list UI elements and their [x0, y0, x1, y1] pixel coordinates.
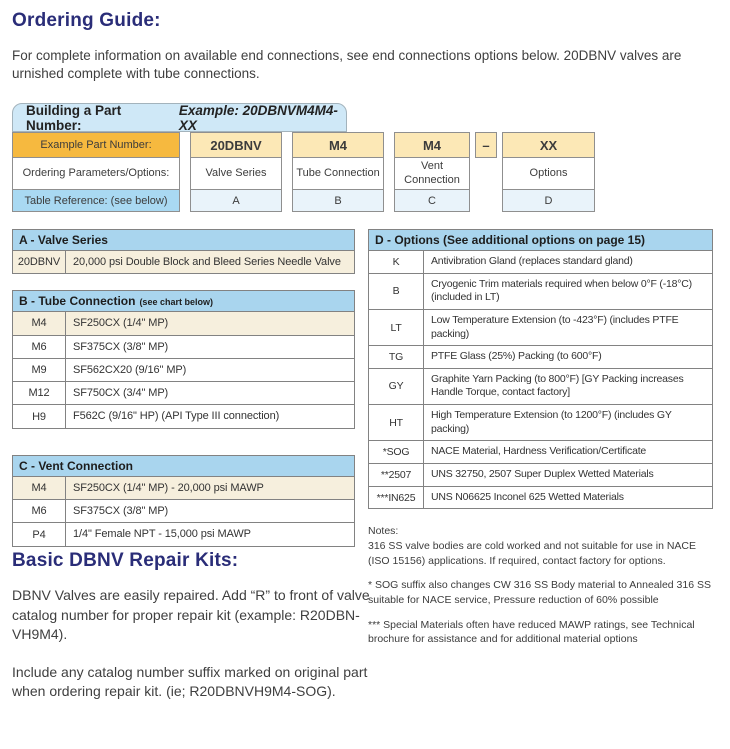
- desc-cell: Cryogenic Trim materials required when below 0°F (-18°C) (included in LT): [424, 273, 713, 309]
- code-cell: M9: [13, 358, 66, 381]
- params-row-label: Ordering Parameters/Options:: [12, 157, 180, 190]
- code-cell: M4: [13, 312, 66, 335]
- table-b-tube-connection: [12, 290, 355, 428]
- desc-cell: UNS 32750, 2507 Super Duplex Wetted Materials: [424, 464, 713, 487]
- desc-cell: PTFE Glass (25%) Packing (to 600°F): [424, 346, 713, 369]
- part-number-panel-title: [12, 103, 347, 132]
- table-row: [369, 486, 713, 509]
- desc-cell: Antivibration Gland (replaces standard gland): [424, 251, 713, 274]
- desc-cell: SF250CX (1/4" MP): [66, 312, 355, 335]
- desc-cell: High Temperature Extension (to 1200°F) (includes GY packing): [424, 405, 713, 441]
- panel-example-text: Example: 20DBNVM4M4-XX: [178, 102, 338, 133]
- table-b-header: [13, 291, 355, 312]
- example-row-label: Example Part Number:: [12, 132, 180, 158]
- repair-kits-title: Basic DBNV Repair Kits:: [12, 550, 239, 571]
- code-cell: B: [369, 273, 424, 309]
- notes-paragraph-1: 316 SS valve bodies are cold worked and not suitable for use in NACE (ISO 15156) applications. If required, contact factory for options.: [368, 540, 697, 567]
- params-options: Options: [502, 157, 595, 190]
- code-cell: HT: [369, 405, 424, 441]
- code-cell: LT: [369, 309, 424, 345]
- table-row: [369, 273, 713, 309]
- notes-section: [368, 524, 713, 647]
- left-tables-column: [12, 229, 355, 547]
- page-title: Ordering Guide:: [12, 10, 161, 31]
- notes-paragraph-3: *** Special Materials often have reduced MAWP ratings, see Technical brochure for assistance and for additional material options: [368, 618, 695, 646]
- desc-cell: UNS N06625 Inconel 625 Wetted Materials: [424, 486, 713, 509]
- example-options: XX: [502, 132, 595, 158]
- params-valve-series: Valve Series: [190, 157, 282, 190]
- refs-row-label: Table Reference: (see below): [12, 189, 180, 212]
- table-b-header-text: B - Tube Connection: [19, 294, 136, 309]
- table-b-header-note: (see chart below): [139, 297, 213, 308]
- desc-cell: NACE Material, Hardness Verification/Certificate: [424, 441, 713, 464]
- desc-cell: SF375CX (3/8" MP): [66, 500, 355, 523]
- table-a-header: A - Valve Series: [13, 230, 355, 251]
- code-cell: M4: [13, 476, 66, 499]
- table-row: [369, 346, 713, 369]
- code-cell: ***IN625: [369, 486, 424, 509]
- table-c-vent-connection: [12, 455, 355, 547]
- table-row: [369, 309, 713, 345]
- desc-cell: Low Temperature Extension (to -423°F) (includes PTFE packing): [424, 309, 713, 345]
- table-a-valve-series: [12, 229, 355, 274]
- params-vent-connection: Vent Connection: [394, 157, 470, 190]
- table-row: [13, 405, 355, 428]
- table-c-header: C - Vent Connection: [13, 455, 355, 476]
- example-dash: –: [475, 132, 497, 158]
- desc-cell: 1/4" Female NPT - 15,000 psi MAWP: [66, 523, 355, 546]
- params-tube-connection: Tube Connection: [292, 157, 384, 190]
- ref-a: A: [190, 189, 282, 212]
- table-d-options: [368, 229, 713, 509]
- repair-kits-section: [12, 550, 392, 702]
- table-row: [369, 251, 713, 274]
- desc-cell: SF562CX20 (9/16" MP): [66, 358, 355, 381]
- table-d-header: D - Options (See additional options on page 15): [369, 230, 713, 251]
- code-cell: H9: [13, 405, 66, 428]
- spacer: [12, 274, 355, 290]
- code-cell: **2507: [369, 464, 424, 487]
- ref-c: C: [394, 189, 470, 212]
- right-tables-column: [368, 229, 713, 657]
- panel-title-text: Building a Part Number:: [26, 102, 122, 133]
- example-vent-connection: M4: [394, 132, 470, 158]
- example-tube-connection: M4: [292, 132, 384, 158]
- table-row: [13, 382, 355, 405]
- example-part-number-row: [12, 132, 595, 158]
- desc-cell: SF250CX (1/4" MP) - 20,000 psi MAWP: [66, 476, 355, 499]
- refs-dash-spacer: [475, 189, 497, 212]
- table-row: [13, 335, 355, 358]
- table-row: [369, 464, 713, 487]
- table-row: [369, 405, 713, 441]
- code-cell: M6: [13, 500, 66, 523]
- code-cell: *SOG: [369, 441, 424, 464]
- code-cell: M12: [13, 382, 66, 405]
- desc-cell: SF375CX (3/8" MP): [66, 335, 355, 358]
- code-cell: K: [369, 251, 424, 274]
- table-row: [13, 312, 355, 335]
- table-reference-row: [12, 189, 595, 212]
- code-cell: M6: [13, 335, 66, 358]
- spacer: [12, 429, 355, 455]
- table-row: [13, 251, 355, 274]
- notes-paragraph-2: * SOG suffix also changes CW 316 SS Body material to Annealed 316 SS suitable for NACE service, Pressure reduction of 60% possible: [368, 579, 711, 607]
- desc-cell: F562C (9/16" HP) (API Type III connection): [66, 405, 355, 428]
- table-row: [13, 500, 355, 523]
- params-dash-spacer: [475, 157, 497, 190]
- ordering-parameters-row: [12, 157, 595, 190]
- table-row: [13, 476, 355, 499]
- desc-cell: 20,000 psi Double Block and Bleed Series Needle Valve: [66, 251, 355, 274]
- code-cell: TG: [369, 346, 424, 369]
- intro-paragraph: For complete information on available end connections, see end connections options below. 20DBNV valves are urnished complete with tube connections.: [12, 48, 682, 82]
- table-row: [369, 441, 713, 464]
- desc-cell: Graphite Yarn Packing (to 800°F) [GY Packing increases Handle Torque, contact factory]: [424, 368, 713, 404]
- code-cell: P4: [13, 523, 66, 546]
- repair-paragraph-2: Include any catalog number suffix marked on original part when ordering repair kit. (ie; R20DBNVH9M4-SOG).: [12, 663, 368, 700]
- desc-cell: SF750CX (3/4" MP): [66, 382, 355, 405]
- part-number-panel: [12, 103, 595, 212]
- ref-d: D: [502, 189, 595, 212]
- notes-title: Notes:: [368, 525, 399, 538]
- table-row: [13, 358, 355, 381]
- code-cell: 20DBNV: [13, 251, 66, 274]
- table-row: [13, 523, 355, 546]
- example-valve-series: 20DBNV: [190, 132, 282, 158]
- table-row: [369, 368, 713, 404]
- repair-paragraph-1: DBNV Valves are easily repaired. Add “R” to front of valve catalog number for proper repair kit (example: R20DBN-VH9M4).: [12, 587, 370, 643]
- code-cell: GY: [369, 368, 424, 404]
- ref-b: B: [292, 189, 384, 212]
